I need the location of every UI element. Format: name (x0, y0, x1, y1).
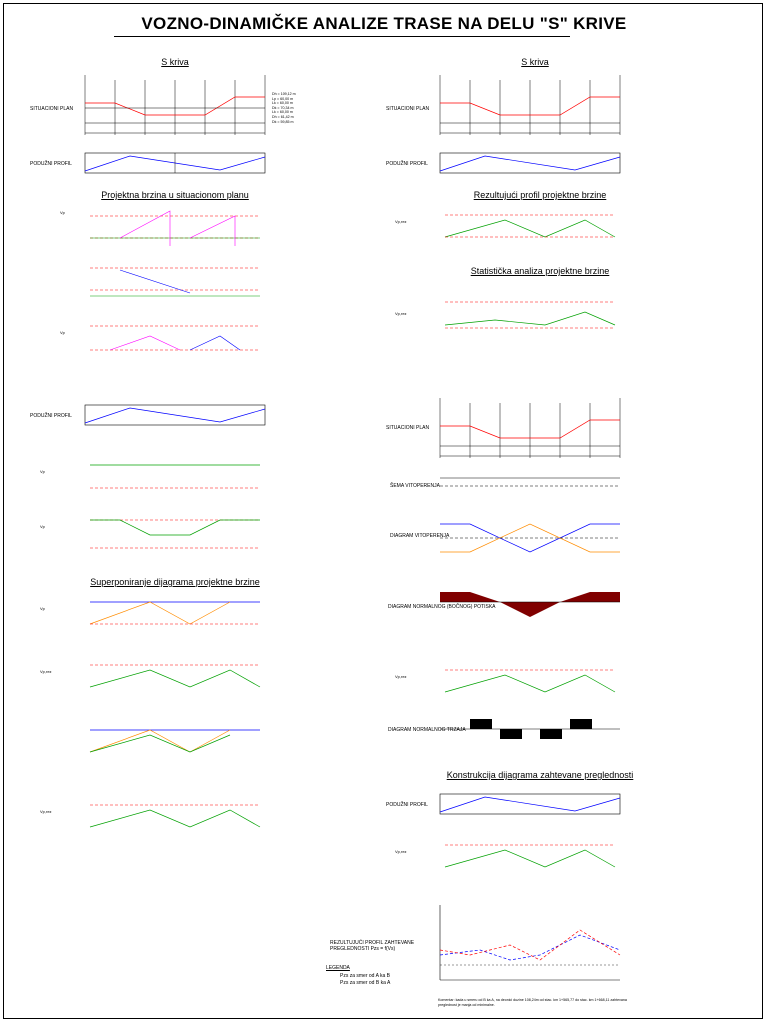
speed-diagram-left-7 (40, 655, 260, 705)
label-poduzni-profil-right-2: PODUŽNI PROFIL (386, 802, 428, 808)
page-title: VOZNO-DINAMIČKE ANALIZE TRASE NA DELU "S" KRIVE (141, 14, 627, 33)
svg-text:Vp,rez: Vp,rez (395, 849, 407, 854)
section-title-rezultujuci-profil: Rezultujući profil projektne brzine (473, 190, 607, 200)
diagram-normalnog-trzaja (440, 717, 620, 747)
speed-diagram-left-4 (40, 455, 260, 495)
situacioni-plan-left (85, 75, 265, 140)
section-title-projektna-brzina-situacioni: Projektna brzina u situacionom planu (101, 190, 249, 200)
diagram-normalnog-ubrzanja (440, 592, 620, 632)
title-underline (114, 36, 570, 37)
label-situacioni-plan-left: SITUACIONI PLAN (30, 106, 74, 112)
section-title-statisticka-analiza: Statistička analiza projektne brzine (470, 266, 610, 276)
label-sema-vitoperenja: ŠEMA VITOPERENJA (390, 483, 440, 489)
speed-diagram-left-8 (40, 720, 260, 770)
comment-note: Komentar: kada u smeru od B ka A, na deonici duzine 108,24m od stac. km 1+565,77 do stac. km 1+668,11 zahtevana preglednost je manja od minimalne. (438, 998, 627, 1007)
label-rezultujuci-profil-zahtevane: REZULTUJUĆI PROFIL ZAHTEVANE PREGLEDNOSTI Pzs = f(Vs) (330, 940, 415, 952)
speed-diagram-left-2 (60, 258, 260, 308)
svg-text:Vp,rez: Vp,rez (395, 311, 407, 316)
speed-diagram-right-4 (395, 835, 615, 885)
svg-text:Vp,rez: Vp,rez (395, 674, 407, 679)
speed-diagram-left-5 (40, 510, 260, 560)
section-title-konstrukcija: Konstrukcija dijagrama zahtevane preglednosti (446, 770, 634, 780)
label-situacioni-plan-right-2: SITUACIONI PLAN (386, 425, 430, 431)
poduzni-profil-left (85, 153, 265, 173)
svg-text:Vp: Vp (40, 606, 45, 611)
speed-diagram-left-9 (40, 795, 260, 845)
svg-text:Vp,rez: Vp,rez (395, 219, 407, 224)
svg-text:Vp,rez: Vp,rez (40, 809, 52, 814)
label-diagram-vitoperenja: DIAGRAM VITOPERENJA (390, 533, 450, 539)
label-poduzni-profil-left: PODUŽNI PROFIL (30, 161, 72, 167)
stats-block-left: Dh = 109,12 m Lp = 60,00 m Lk = 60,00 m Dk = 70,34 m Lk = 60,00 m Dh = 61,42 m Dk = 59,85 m (272, 92, 296, 124)
label-poduzni-profil-right: PODUŽNI PROFIL (386, 161, 428, 167)
sema-vitoperenja-diagram (440, 476, 620, 496)
section-title-superponiranje: Superponiranje dijagrama projektne brzine (90, 577, 260, 587)
label-diagram-normalnog-ubrzanja: DIAGRAM NORMALNOG (BOČNOG) POTISKA (388, 604, 496, 610)
legend-b-a: Pzs za smer od B ka A (340, 980, 391, 986)
svg-text:Vp,rez: Vp,rez (40, 669, 52, 674)
poduzni-profil-right-2 (440, 794, 620, 814)
legend-a-b: Pzs za smer od A ka B (340, 973, 391, 979)
legend-title: LEGENDA (326, 965, 350, 971)
label-diagram-normalnog-trzaja: DIAGRAM NORMALNOG TRZAJA (388, 727, 466, 733)
svg-text:Vp: Vp (60, 330, 65, 335)
section-title-s-kriva-left: S kriva (161, 57, 189, 67)
poduzni-profil-right (440, 153, 620, 173)
situacioni-plan-right (440, 75, 620, 140)
speed-diagram-left-1 (60, 206, 260, 256)
label-poduzni-profil-left-2: PODUŽNI PROFIL (30, 413, 72, 419)
svg-text:Vp: Vp (40, 469, 45, 474)
poduzni-profil-left-2 (85, 405, 265, 425)
situacioni-plan-right-2 (440, 398, 620, 463)
speed-diagram-right-3 (395, 660, 615, 710)
section-title-s-kriva-right: S kriva (521, 57, 549, 67)
preglednost-diagram (440, 900, 620, 985)
svg-text:Vp: Vp (40, 524, 45, 529)
speed-diagram-right-2 (395, 290, 615, 350)
speed-diagram-right-1 (395, 205, 615, 255)
label-situacioni-plan-right: SITUACIONI PLAN (386, 106, 430, 112)
diagram-vitoperenja (440, 518, 620, 558)
speed-diagram-left-6 (40, 592, 260, 642)
svg-text:Vp: Vp (60, 210, 65, 215)
speed-diagram-left-3 (60, 316, 260, 366)
